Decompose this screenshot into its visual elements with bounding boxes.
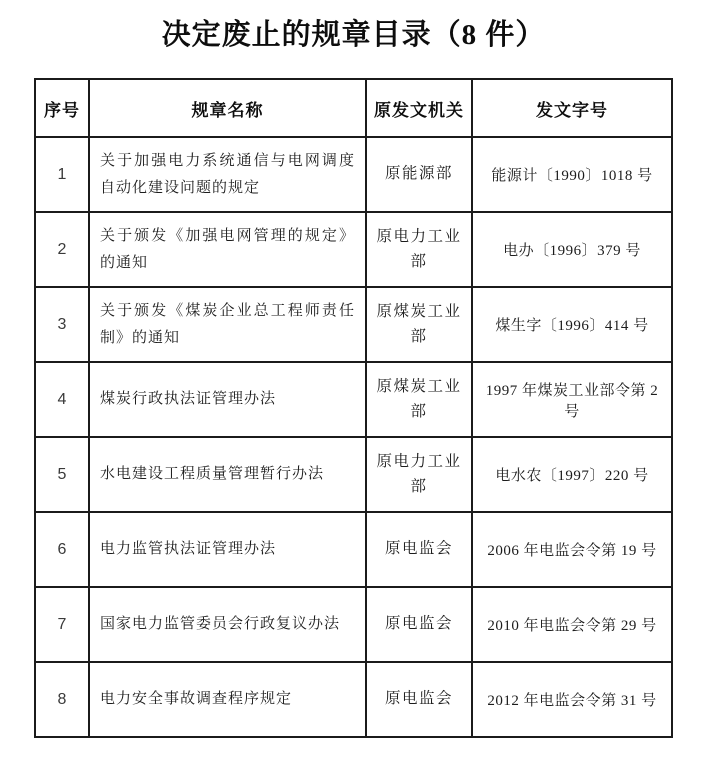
- cell-regulation-name: 水电建设工程质量管理暂行办法: [89, 437, 366, 512]
- table-row: [35, 137, 672, 212]
- cell-regulation-name: 电力监管执法证管理办法: [89, 512, 366, 587]
- header-doc-number: 发文字号: [472, 79, 672, 137]
- header-regulation-name: 规章名称: [89, 79, 366, 137]
- cell-regulation-name: 关于颁发《加强电网管理的规定》的通知: [89, 212, 366, 287]
- cell-doc-number: 2010 年电监会令第 29 号: [472, 587, 672, 662]
- cell-seq: 1: [35, 137, 89, 212]
- header-issuing-agency: 原发文机关: [366, 79, 472, 137]
- cell-regulation-name: 煤炭行政执法证管理办法: [89, 362, 366, 437]
- header-seq: 序号: [35, 79, 89, 137]
- cell-seq: 5: [35, 437, 89, 512]
- cell-seq: 8: [35, 662, 89, 737]
- page-title: 决定废止的规章目录（8 件）: [161, 19, 546, 51]
- cell-regulation-name: 关于颁发《煤炭企业总工程师责任制》的通知: [89, 287, 366, 362]
- cell-regulation-name: 电力安全事故调查程序规定: [89, 662, 366, 737]
- cell-seq: 2: [35, 212, 89, 287]
- cell-doc-number: 1997 年煤炭工业部令第 2 号: [472, 362, 672, 437]
- document-page: [0, 12, 707, 773]
- cell-regulation-name: 国家电力监管委员会行政复议办法: [89, 587, 366, 662]
- cell-issuing-agency: 原电监会: [366, 512, 472, 587]
- cell-doc-number: 2006 年电监会令第 19 号: [472, 512, 672, 587]
- cell-doc-number: 能源计〔1990〕1018 号: [472, 137, 672, 212]
- table-row: [35, 287, 672, 362]
- cell-doc-number: 电水农〔1997〕220 号: [472, 437, 672, 512]
- table-body: [35, 137, 672, 737]
- cell-issuing-agency: 原煤炭工业部: [366, 362, 472, 437]
- cell-issuing-agency: 原电力工业部: [366, 212, 472, 287]
- table-row: [35, 212, 672, 287]
- cell-seq: 4: [35, 362, 89, 437]
- table-row: [35, 587, 672, 662]
- cell-issuing-agency: 原煤炭工业部: [366, 287, 472, 362]
- table-row: [35, 662, 672, 737]
- cell-regulation-name: 关于加强电力系统通信与电网调度自动化建设问题的规定: [89, 137, 366, 212]
- cell-doc-number: 2012 年电监会令第 31 号: [472, 662, 672, 737]
- table-header-row: [35, 79, 672, 137]
- cell-issuing-agency: 原电监会: [366, 662, 472, 737]
- abolished-regulations-table: [34, 78, 673, 738]
- cell-seq: 3: [35, 287, 89, 362]
- table-row: [35, 362, 672, 437]
- cell-doc-number: 煤生字〔1996〕414 号: [472, 287, 672, 362]
- cell-seq: 7: [35, 587, 89, 662]
- table-row: [35, 512, 672, 587]
- cell-doc-number: 电办〔1996〕379 号: [472, 212, 672, 287]
- cell-issuing-agency: 原能源部: [366, 137, 472, 212]
- cell-issuing-agency: 原电监会: [366, 587, 472, 662]
- cell-seq: 6: [35, 512, 89, 587]
- cell-issuing-agency: 原电力工业部: [366, 437, 472, 512]
- table-row: [35, 437, 672, 512]
